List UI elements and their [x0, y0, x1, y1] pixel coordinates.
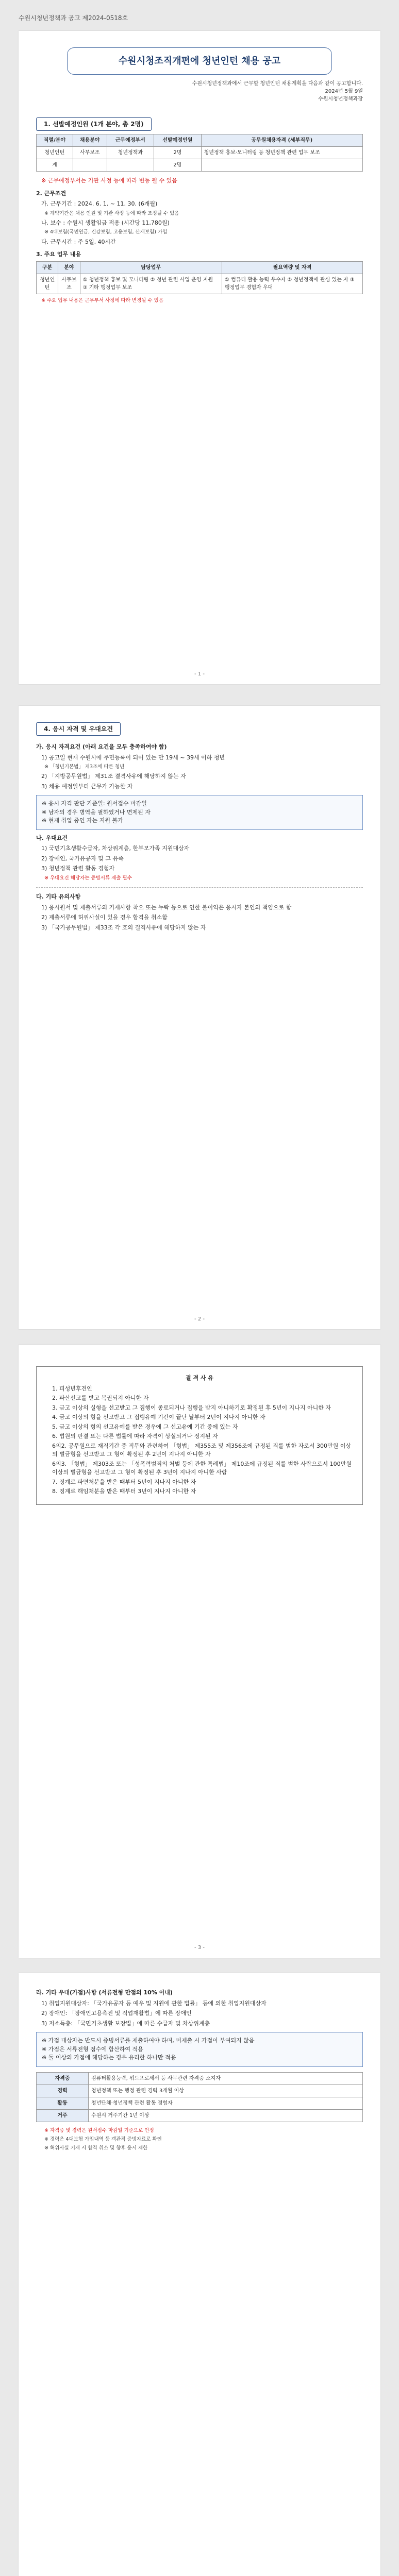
table-cell: 사무보조	[73, 147, 107, 159]
table-header: 분야	[58, 261, 80, 274]
page-number: - 2 -	[194, 1316, 205, 1322]
section-4-heading: 4. 응시 자격 및 우대요건	[36, 722, 121, 736]
text-line: 1) 공고일 현재 수원시에 주민등록이 되어 있는 만 19세 ~ 39세 이하 청년	[41, 754, 225, 761]
box-title: 결 격 사 유	[186, 1375, 213, 1381]
header-line: 수원시청년정책과장	[318, 96, 363, 102]
subsection-heading: 나. 우대요건	[36, 834, 68, 841]
list-item: 6의3. 「형법」 제303조 또는 「성폭력범죄의 처벌 등에 관한 특례법」 제10조에 규정된 죄를 범한 사람으로서 100만원 이상의 벌금형을 선고받고 그 형이 확정된 후 3년이 지나지 아니한 사람	[52, 1460, 352, 1476]
duties-table	[36, 261, 363, 294]
note-line: ※ 근무예정부서는 기관 사정 등에 따라 변동 될 수 있음	[41, 177, 177, 184]
note-line: ※ 주요 업무 내용은 근무부서 사정에 따라 변경될 수 있음	[41, 297, 164, 303]
subsection-heading: 라. 기타 우대(가점)사항 (서류전형 만점의 10% 이내)	[36, 1989, 173, 1996]
text-line: 3) 청년정책 관련 활동 경험자	[41, 865, 115, 872]
document-header-meta: 수원시청년정책과 공고 제2024-0518호	[19, 14, 128, 22]
list-item: 3. 금고 이상의 실형을 선고받고 그 집행이 종료되거나 집행을 받지 아니하기로 확정된 후 5년이 지나지 아니한 자	[52, 1404, 331, 1411]
table-cell: 청년정책 또는 행정 관련 경력 3개월 이상	[89, 2084, 363, 2097]
note-line: ※ 4대보험(국민연금, 건강보험, 고용보험, 산재보험) 가입	[44, 229, 168, 235]
note-line: ※ 경력은 4대보험 가입내역 등 객관적 증빙자료로 확인	[44, 2136, 162, 2142]
table-cell: 컴퓨터활용능력, 워드프로세서 등 사무관련 자격증 소지자	[89, 2072, 363, 2084]
table-header: 담당업무	[80, 261, 222, 274]
document-page-2	[19, 706, 380, 1329]
table-row	[37, 2084, 363, 2097]
table-cell: 사무보조	[58, 274, 80, 294]
box-line: ※ 가점 대상자는 반드시 증빙서류를 제출하여야 하며, 미제출 시 가점이 부여되지 않음	[42, 2037, 255, 2044]
table-header: 구분	[37, 261, 58, 274]
list-item: 1. 피성년후견인	[52, 1385, 92, 1392]
table-cell	[73, 159, 107, 172]
box-line: ※ 둘 이상의 가점에 해당하는 경우 유리한 하나만 적용	[42, 2054, 176, 2061]
announcement-title: 수원시청조직개편에 청년인턴 채용 공고	[118, 56, 281, 66]
note-line: 나. 보수 : 수원시 생활임금 적용 (시간당 11,780원)	[41, 219, 170, 226]
list-item: 5. 금고 이상의 형의 선고유예를 받은 경우에 그 선고유예 기간 중에 있는 자	[52, 1423, 238, 1430]
text-line: 2) 제출서류에 허위사실이 있을 경우 합격을 취소함	[41, 914, 168, 921]
text-line: 3) 채용 예정일부터 근무가 가능한 자	[41, 783, 133, 790]
table-cell: 청년인턴	[37, 274, 58, 294]
text-line: 1) 국민기초생활수급자, 차상위계층, 한부모가족 지원대상자	[41, 845, 190, 852]
text-line: 3) 「국가공무원법」 제33조 각 호의 결격사유에 해당하지 않는 자	[41, 924, 206, 931]
table-header: 채용분야	[73, 134, 107, 147]
note-line: 가. 근무기간 : 2024. 6. 1. ~ 11. 30. (6개월)	[41, 200, 158, 207]
recruitment-table	[36, 134, 363, 172]
eligibility-note-box	[36, 795, 363, 830]
table-cell: 청년정책과	[107, 147, 154, 159]
subsection-heading: 다. 기타 유의사항	[36, 893, 81, 900]
header-line: 2024년 5월 9일	[325, 89, 363, 94]
text-line: 2) 장애인, 국가유공자 및 그 유족	[41, 855, 124, 862]
list-item: 4. 금고 이상의 형을 선고받고 그 집행유예 기간이 끝난 날부터 2년이 지나지 아니한 자	[52, 1414, 265, 1420]
table-cell: 수원시 거주기간 1년 이상	[89, 2109, 363, 2122]
table-cell: 활동	[37, 2097, 89, 2109]
list-item: 7. 징계로 파면처분을 받은 때부터 5년이 지나지 아니한 자	[52, 1478, 196, 1485]
table-header: 선발예정인원	[154, 134, 202, 147]
note-line: 다. 근무시간 : 주 5일, 40시간	[41, 238, 116, 245]
list-item: 6의2. 공무원으로 재직기간 중 직무와 관련하여 「형법」 제355조 및 제356조에 규정된 죄를 범한 자로서 300만원 이상의 벌금형을 선고받고 그 형이 확정된 후 2년이 지나지 아니한 자	[52, 1442, 351, 1458]
text-line: 1) 응시원서 및 제출서류의 기재사항 착오 또는 누락 등으로 인한 불이익은 응시자 본인의 책임으로 함	[41, 904, 292, 911]
page-number: - 1 -	[194, 671, 205, 677]
table-header: 근무예정부서	[107, 134, 154, 147]
box-line: ※ 응시 자격 판단 기준일: 원서접수 마감일	[42, 800, 147, 807]
table-cell	[201, 159, 362, 172]
table-cell: 청년인턴	[37, 147, 73, 159]
table-cell: 거주	[37, 2109, 89, 2122]
text-line: ※ 우대요건 해당자는 증빙서류 제출 필수	[44, 875, 132, 881]
announcement-title-box	[67, 47, 332, 75]
table-header: 필요역량 및 자격	[222, 261, 362, 274]
table-cell: 경력	[37, 2084, 89, 2097]
box-line: ※ 남자의 경우 병역을 필하였거나 면제된 자	[42, 808, 151, 816]
box-line: ※ 현재 취업 중인 자는 지원 불가	[42, 817, 123, 824]
bonus-criteria-table	[36, 2072, 363, 2122]
table-row	[37, 159, 363, 172]
table-cell: 자격증	[37, 2072, 89, 2084]
table-row	[37, 2109, 363, 2122]
bonus-note-box	[36, 2032, 363, 2067]
header-line: 수원시청년정책과에서 근무할 청년인턴 채용계획을 다음과 같이 공고합니다.	[192, 81, 363, 87]
list-item: 8. 징계로 해임처분을 받은 때부터 3년이 지나지 아니한 자	[52, 1488, 196, 1495]
table-row	[37, 147, 363, 159]
text-line: 2) 「지방공무원법」 제31조 결격사유에 해당하지 않는 자	[41, 773, 186, 780]
table-cell: 청년단체·청년정책 관련 활동 경험자	[89, 2097, 363, 2109]
table-row	[37, 274, 363, 294]
page-number: - 3 -	[194, 1945, 205, 1951]
list-item: 2. 파산선고를 받고 복권되지 아니한 자	[52, 1395, 149, 1401]
document-page-3	[19, 1345, 380, 1958]
table-cell: ① 청년정책 홍보 및 모니터링 ② 청년 관련 사업 운영 지원 ③ 기타 행정업무 보조	[80, 274, 222, 294]
note-line: ※ 허위사실 기재 시 합격 취소 및 향후 응시 제한	[44, 2145, 148, 2151]
list-item: 6. 법원의 판결 또는 다른 법률에 따라 자격이 상실되거나 정지된 자	[52, 1433, 218, 1439]
table-cell	[107, 159, 154, 172]
text-line: 2) 장애인: 「장애인고용촉진 및 직업재활법」에 따른 장애인	[41, 2010, 192, 2016]
text-line: 1) 취업지원대상자: 「국가유공자 등 예우 및 지원에 관한 법률」 등에 의한 취업지원대상자	[41, 1999, 267, 2007]
announcement-header-info	[36, 80, 363, 103]
document-page-1	[19, 31, 380, 684]
table-row	[37, 2072, 363, 2084]
note-line: ※ 계약기간은 채용 인원 및 기관 사정 등에 따라 조정될 수 있음	[44, 210, 179, 216]
text-line: 3) 저소득층: 「국민기초생활 보장법」에 따른 수급자 및 차상위계층	[41, 2020, 210, 2027]
box-line: ※ 가점은 서류전형 점수에 합산하여 적용	[42, 2045, 143, 2053]
subsection-heading: 가. 응시 자격요건 (아래 요건을 모두 충족하여야 함)	[36, 743, 167, 750]
table-cell: 2명	[154, 159, 202, 172]
table-cell: ① 컴퓨터 활용 능력 우수자 ② 청년정책에 관심 있는 자 ③ 행정업무 경험자 우대	[222, 274, 362, 294]
section-2-heading: 2. 근무조건	[36, 190, 66, 197]
table-cell: 청년정책 홍보·모니터링 등 청년정책 관련 업무 보조	[201, 147, 362, 159]
disqualification-box	[36, 1366, 363, 1505]
text-line: ※ 「청년기본법」 제3조에 따른 청년	[44, 764, 125, 770]
section-3-heading: 3. 주요 업무 내용	[36, 251, 81, 258]
note-line: ※ 자격증 및 경력은 원서접수 마감일 기준으로 인정	[44, 2127, 154, 2133]
section-1-heading: 1. 선발예정인원 (1개 분야, 총 2명)	[36, 117, 152, 131]
table-header: 직렬/분야	[37, 134, 73, 147]
table-cell: 2명	[154, 147, 202, 159]
table-cell: 계	[37, 159, 73, 172]
document-page-4	[19, 1973, 380, 2576]
table-header: 공무원채용자격 (세부직무)	[201, 134, 362, 147]
table-row	[37, 2097, 363, 2109]
